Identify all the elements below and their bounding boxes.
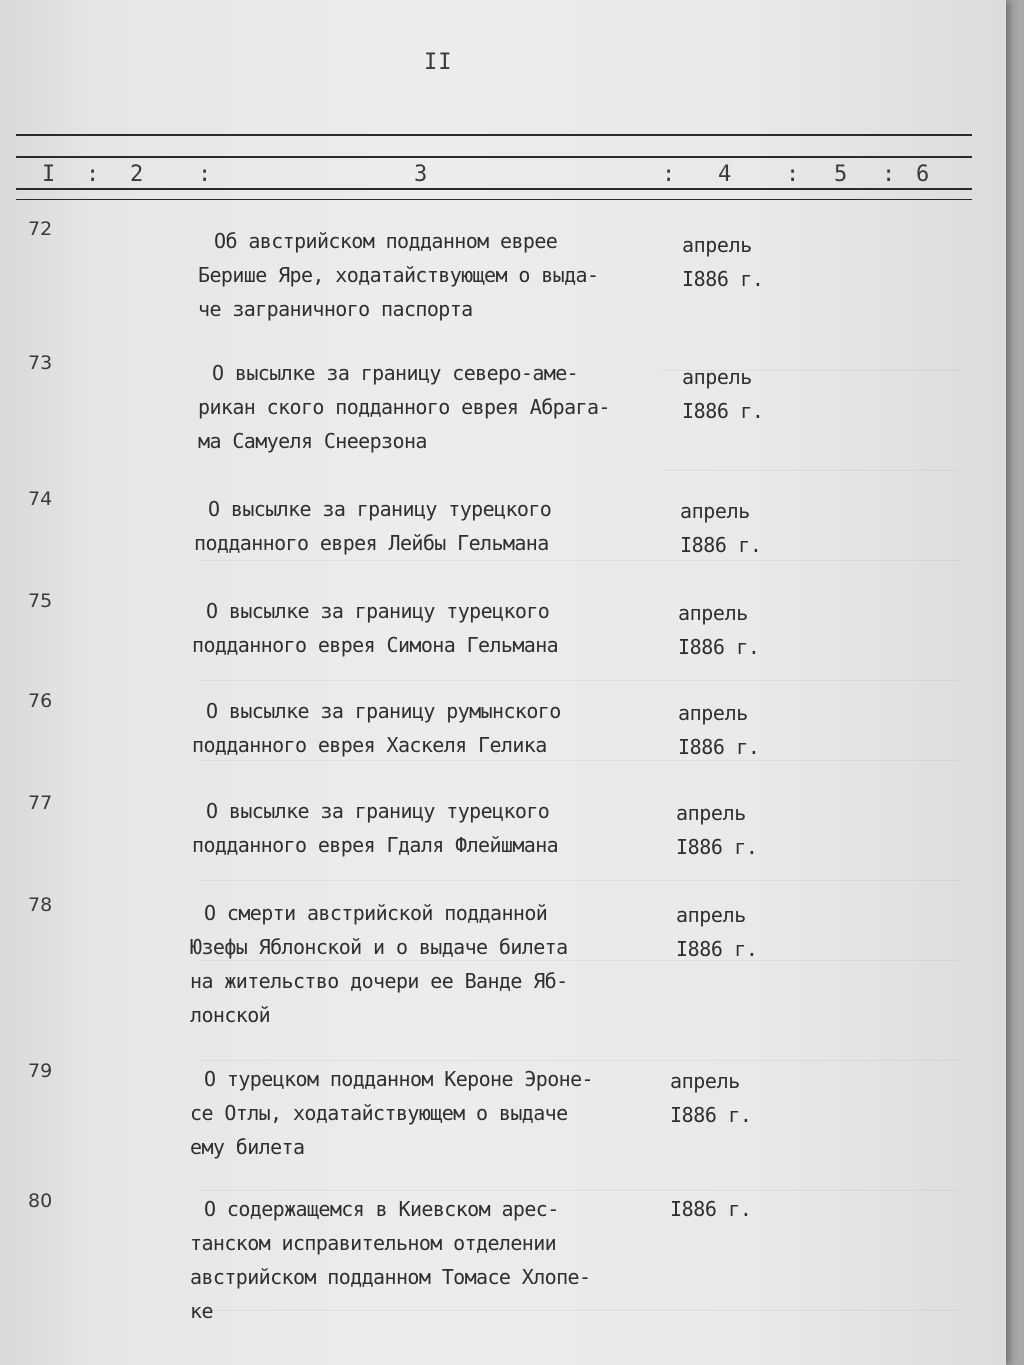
- description-line: австрийском подданном Томасе Хлопе-: [190, 1265, 591, 1289]
- entry-date: [676, 898, 758, 966]
- date-month: апрель: [682, 365, 752, 389]
- date-year: I886 г.: [682, 399, 764, 423]
- entry-date: [676, 796, 758, 864]
- description-line: О смерти австрийской подданной: [204, 901, 548, 925]
- column-header-2: 2: [130, 162, 144, 187]
- date-year: I886 г.: [682, 267, 764, 291]
- entry-number: 78: [28, 894, 53, 916]
- description-line: че заграничного паспорта: [198, 297, 473, 321]
- column-separator: :: [882, 162, 896, 187]
- description-line: ма Самуеля Снеерзона: [198, 429, 427, 453]
- column-separator: :: [86, 162, 100, 187]
- description-line: се Отлы, ходатайствующем о выдаче: [190, 1101, 568, 1125]
- column-header-5: 5: [834, 162, 848, 187]
- entry-date: [682, 360, 764, 428]
- date-month: апрель: [670, 1069, 740, 1093]
- date-month: апрель: [680, 499, 750, 523]
- date-month: апрель: [676, 801, 746, 825]
- description-line: ке: [190, 1299, 213, 1323]
- description-line: подданного еврея Хаскеля Гелика: [192, 733, 547, 757]
- date-year: I886 г.: [676, 937, 758, 961]
- entry-number: 75: [28, 590, 53, 612]
- entry-number: 76: [28, 690, 53, 712]
- entry-number: 72: [28, 218, 53, 240]
- description-line: Об австрийском подданном еврее: [214, 229, 558, 253]
- table-header-rule-1: [16, 156, 972, 158]
- entry-description: [190, 896, 568, 1032]
- entry-number: 73: [28, 352, 53, 374]
- page-number: II: [424, 50, 453, 75]
- description-line: рикан ского подданного еврея Абрага-: [198, 395, 610, 419]
- entry-date: [678, 696, 760, 764]
- column-header-6: 6: [916, 162, 930, 187]
- entry-number: 80: [28, 1190, 53, 1212]
- date-year: I886 г.: [670, 1197, 752, 1221]
- description-line: О содержащемся в Киевском арес-: [204, 1197, 559, 1221]
- entry-date: [670, 1192, 752, 1226]
- entry-description: [190, 1192, 590, 1328]
- date-year: I886 г.: [676, 835, 758, 859]
- date-year: I886 г.: [670, 1103, 752, 1127]
- date-year: I886 г.: [678, 735, 760, 759]
- description-line: О высылке за границу румынского: [206, 699, 561, 723]
- entry-number: 74: [28, 488, 53, 510]
- column-header-3: 3: [414, 162, 428, 187]
- entry-date: [680, 494, 762, 562]
- date-year: I886 г.: [678, 635, 760, 659]
- entry-description: [198, 224, 598, 326]
- column-header-1: I: [42, 162, 56, 187]
- description-line: О турецком подданном Кероне Эроне-: [204, 1067, 593, 1091]
- date-month: апрель: [676, 903, 746, 927]
- date-month: апрель: [682, 233, 752, 257]
- description-line: О высылке за границу северо-аме-: [212, 361, 579, 385]
- description-line: Берише Яре, ходатайствующем о выда-: [198, 263, 599, 287]
- description-line: подданного еврея Лейбы Гельмана: [194, 531, 549, 555]
- entry-date: [682, 228, 764, 296]
- entry-description: [192, 794, 558, 862]
- entry-description: [192, 694, 561, 762]
- date-month: апрель: [678, 601, 748, 625]
- entry-number: 79: [28, 1060, 53, 1082]
- entry-description: [190, 1062, 593, 1164]
- description-line: О высылке за границу турецкого: [206, 599, 550, 623]
- date-year: I886 г.: [680, 533, 762, 557]
- column-header-4: 4: [718, 162, 732, 187]
- description-line: ему билета: [190, 1135, 305, 1159]
- entry-description: [198, 356, 610, 458]
- description-line: на жительство дочери ее Ванде Яб-: [190, 969, 568, 993]
- entry-number: 77: [28, 792, 53, 814]
- entry-date: [670, 1064, 752, 1132]
- description-line: подданного еврея Симона Гельмана: [192, 633, 559, 657]
- description-line: Юзефы Яблонской и о выдаче билета: [190, 935, 568, 959]
- column-separator: :: [198, 162, 212, 187]
- table-header-rule-2: [16, 188, 972, 190]
- column-separator: :: [786, 162, 800, 187]
- entry-description: [192, 594, 558, 662]
- column-separator: :: [662, 162, 676, 187]
- description-line: О высылке за границу турецкого: [208, 497, 552, 521]
- description-line: танском исправительном отделении: [190, 1231, 557, 1255]
- table-header-rule-3: [16, 199, 972, 200]
- description-line: О высылке за границу турецкого: [206, 799, 550, 823]
- description-line: подданного еврея Гдаля Флейшмана: [192, 833, 559, 857]
- description-line: лонской: [190, 1003, 271, 1027]
- entry-date: [678, 596, 760, 664]
- table-top-rule: [16, 134, 972, 136]
- date-month: апрель: [678, 701, 748, 725]
- entry-description: [194, 492, 551, 560]
